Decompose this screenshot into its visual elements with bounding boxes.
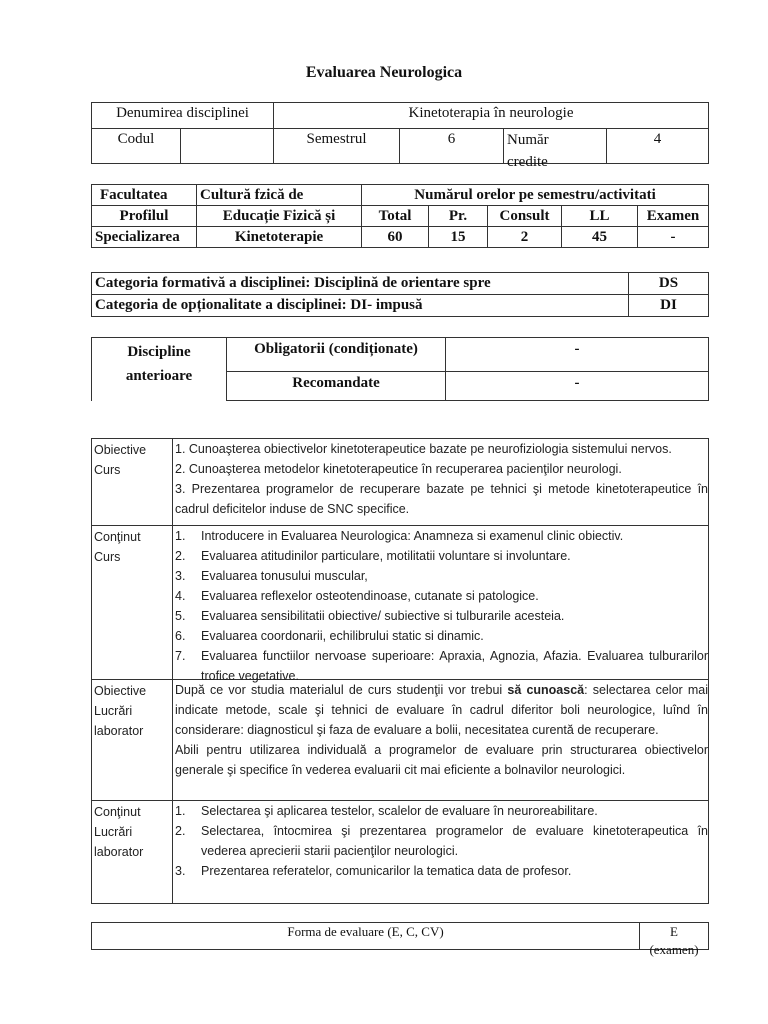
lab-content-item: 2. Selectarea, întocmirea şi prezentarea programelor de evaluare kinetoterapeutica în vederea aprecierii starii pacienţilor neurologici. [175,824,708,858]
formative-category-value: DS [629,273,709,295]
recommended-label: Recomandate [227,372,446,401]
lab-objectives-label: Obiective Lucrări laborator [92,680,173,801]
specialization-value: Kinetoterapie [197,227,362,248]
col-examen: Examen [638,206,709,227]
discipline-table [91,102,709,170]
course-content-label: Conţinut Curs [92,526,173,680]
page-title: Evaluarea Neurologica [305,64,463,81]
course-content-content [173,526,709,683]
course-objective-1: 1. Cunoaşterea obiectivelor kinetoterapeutice bazate pe neurofiziologia sistemului nervos. [175,442,672,456]
lab-objectives-paragraph-2: Abili pentru utilizarea individuală a programelor de evaluare prin structurarea obiectivelor generale şi specifice în vederea evaluarii cit mai eficiente a bolnavilor neurologici. [175,743,708,777]
val-total: 60 [362,227,429,248]
course-objective-2: 2. Cunoaşterea metodelor kinetoterapeutice în recuperarea pacienţilor neurologi. [175,462,622,476]
val-examen: - [638,227,709,248]
evaluation-value: E (examen) [640,923,709,950]
evaluation-label: Forma de evaluare (E, C, CV) [92,923,640,950]
course-objectives-content [173,439,709,526]
col-ll: LL [562,206,638,227]
course-objectives-label: Obiective Curs [92,439,173,526]
col-total: Total [362,206,429,227]
semester-label: Semestrul [274,129,400,164]
specialization-label: Specializarea [92,227,197,248]
lab-content-content [173,801,709,904]
code-label: Codul [92,129,181,164]
prerequisites-table [91,337,709,401]
course-content-item: 4. Evaluarea reflexelor osteotendinoase, cutanate si patologice. [175,589,539,603]
lab-objectives-paragraph-1: După ce vor studia materialul de curs studenţii vor trebui să cunoască: selectarea celor mai indicate metode, scale şi tehnici de evaluare în cadrul diferitor boli neurologice, luînd în considerare: diagnosticul şi faza de evaluare a bolii, necesitatea curentă de recuperare. [175,683,709,737]
course-content-item: 3. Evaluarea tonusului muscular, [175,569,368,583]
faculty-value: Cultură fzică de [197,185,362,206]
recommended-value: - [446,372,709,401]
col-pr: Pr. [429,206,488,227]
val-ll: 45 [562,227,638,248]
profile-label: Profilul [92,206,197,227]
content-table [91,438,709,904]
val-pr: 15 [429,227,488,248]
course-content-item: 2. Evaluarea atitudinilor particulare, motilitatii voluntare si involuntare. [175,549,571,563]
faculty-label: Facultatea [92,185,197,206]
course-objective-3: 3. Prezentarea programelor de recuperare bazate pe tehnici şi metode kinetoterapeutice în cadrul deficitelor induse de SNC specifice. [175,482,708,516]
hours-header: Numărul orelor pe semestru/activitati [362,185,709,206]
course-content-item: 7. Evaluarea functiilor nervoase superioare: Apraxia, Agnozia, Afazia. Evaluarea tulburarilor trofice vegetative. [175,649,708,683]
discipline-name-label: Denumirea disciplinei [92,103,274,129]
lab-content-item: 3. Prezentarea referatelor, comunicarilor la tematica data de profesor. [175,864,572,878]
mandatory-label: Obligatorii (condiționate) [227,338,446,372]
lab-content-label: Conţinut Lucrări laborator [92,801,173,904]
hours-table [91,184,709,248]
prerequisites-label: Discipline anterioare [92,338,227,401]
discipline-name-value: Kinetoterapia în neurologie [274,103,709,129]
credits-label-text: Număr credite [507,132,549,170]
col-consult: Consult [488,206,562,227]
lab-content-item: 1. Selectarea şi aplicarea testelor, scalelor de evaluare în neuroreabilitare. [175,804,598,818]
evaluation-value-note: (examen) [649,942,699,957]
val-consult: 2 [488,227,562,248]
evaluation-table [91,922,709,957]
semester-value: 6 [400,129,504,164]
optional-category-label: Categoria de opționalitate a disciplinei: DI- impusă [92,295,629,317]
course-content-item: 6. Evaluarea coordonarii, echilibrului static si dinamic. [175,629,484,643]
course-content-item: 1. Introducere in Evaluarea Neurologica: Anamneza si examenul clinic obiectiv. [175,529,624,543]
course-content-item: 5. Evaluarea sensibilitatii obiective/ subiective si tulburarile acesteia. [175,609,565,623]
code-value [181,129,274,164]
mandatory-value: - [446,338,709,372]
lab-objectives-content [173,680,709,801]
category-table [91,272,709,317]
credits-label [504,129,607,170]
profile-value: Educație Fizică și [197,206,362,227]
formative-category-label: Categoria formativă a disciplinei: Disciplină de orientare spre [92,273,629,295]
credits-value: 4 [607,129,709,164]
optional-category-value: DI [629,295,709,317]
